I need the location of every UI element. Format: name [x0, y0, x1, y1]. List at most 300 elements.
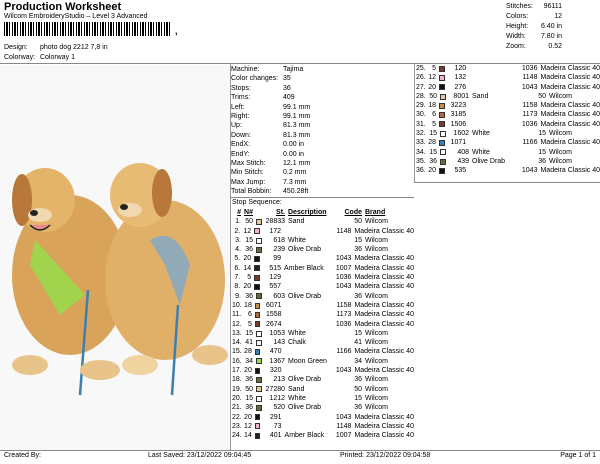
stop-row: [232, 264, 414, 273]
stitch-count: 1367: [269, 357, 285, 365]
color-swatch: [256, 386, 262, 392]
stop-number: 18.: [232, 376, 242, 384]
thread-color-number: 15: [245, 236, 253, 244]
thread-brand: Wilcom: [365, 329, 388, 337]
stop-row: [232, 292, 414, 301]
stitch-count: 99: [273, 255, 282, 263]
stop-row: [232, 320, 414, 329]
color-swatch: [440, 159, 446, 165]
thread-description: White: [472, 130, 490, 138]
thread-description: White: [288, 329, 306, 337]
stop-number: 30.: [416, 111, 426, 119]
stitch-count: 6071: [265, 301, 282, 309]
thread-description: White: [288, 236, 306, 244]
thread-code: 34: [354, 357, 362, 365]
thread-brand: Wilcom: [365, 376, 388, 384]
design-value: photo dog 2212 7,8 in: [39, 44, 108, 51]
right-panel-bottom-rule: [414, 182, 600, 183]
dogs-embroidery-image: [0, 65, 230, 450]
thread-description: Moon Green: [288, 357, 327, 365]
stop-number: 1.: [235, 218, 241, 226]
thread-color-number: 6: [432, 111, 437, 119]
stop-row: [232, 413, 414, 422]
color-swatch: [254, 284, 260, 290]
stop-row: [232, 217, 414, 226]
thread-description: Sand: [472, 92, 489, 100]
color-swatch: [256, 358, 262, 364]
machine-info-label: Down:: [231, 131, 251, 139]
machine-info-row: [231, 168, 414, 177]
machine-info-row: [231, 84, 414, 93]
summary-row: [506, 22, 562, 32]
thread-code: 15: [538, 130, 546, 138]
thread-color-number: 36: [245, 246, 253, 254]
stop-row: [232, 282, 414, 291]
col-header-stitches: St.: [276, 209, 285, 216]
thread-color-number: 36: [245, 376, 253, 384]
thread-code: 1173: [336, 311, 352, 319]
thread-brand: Wilcom: [365, 385, 388, 393]
color-swatch: [254, 228, 260, 234]
thread-color-number: 41: [245, 339, 253, 347]
stop-number: 29.: [416, 102, 426, 110]
col-header-brand: Brand: [365, 209, 386, 216]
thread-description: Amber Black: [284, 264, 324, 272]
machine-info-label: Left:: [231, 103, 245, 111]
stop-number: 33.: [416, 139, 426, 147]
machine-info-value: 99.1 mm: [283, 103, 311, 111]
stop-row: [416, 83, 600, 92]
stop-number: 10.: [232, 301, 242, 309]
color-swatch: [256, 405, 262, 411]
stop-sequence-header-row: [232, 208, 414, 217]
stitch-count: 515: [269, 264, 282, 272]
thread-code: 1158: [522, 102, 538, 110]
summary-box: [506, 2, 562, 52]
stop-row: [416, 64, 600, 73]
thread-color-number: 15: [429, 130, 437, 138]
machine-info-value: Tajima: [283, 66, 304, 73]
stop-sequence-table-right: [416, 64, 600, 176]
stitch-count: 1212: [269, 394, 285, 402]
stitch-count: 73: [273, 422, 282, 430]
thread-brand: Madeira Classic 40: [540, 65, 600, 72]
stop-row: [416, 148, 600, 157]
color-swatch: [256, 247, 262, 253]
stitch-count: 439: [457, 157, 469, 165]
machine-divider: [230, 197, 414, 198]
color-swatch: [255, 433, 261, 439]
stop-row: [232, 273, 414, 282]
thread-code: 1036: [335, 274, 352, 282]
stitch-count: 603: [273, 292, 285, 300]
thread-color-number: 18: [244, 301, 252, 309]
thread-code: 1043: [521, 83, 538, 91]
thread-brand: Wilcom: [549, 148, 572, 156]
thread-brand: Madeira Classic 40: [354, 274, 414, 282]
stop-sequence-table-left: [232, 208, 414, 440]
thread-code: 1043: [335, 283, 352, 291]
summary-row: [506, 12, 562, 22]
software-subtitle: Wilcom EmbroideryStudio – Level 3 Advanced: [4, 13, 148, 20]
summary-value: 12: [554, 13, 562, 20]
thread-brand: Madeira Classic 40: [354, 348, 414, 356]
thread-code: 50: [354, 385, 362, 393]
color-swatch: [439, 84, 445, 90]
thread-brand: Madeira Classic 40: [354, 301, 414, 309]
machine-info-value: 409: [283, 94, 295, 102]
machine-info-label: Max Jump:: [231, 178, 266, 186]
stop-number: 16.: [232, 357, 242, 365]
machine-info-value: 99.1 mm: [283, 113, 311, 121]
stitch-count: 28833: [265, 218, 285, 226]
stop-number: 8.: [234, 283, 241, 291]
thread-brand: Madeira Classic 40: [354, 413, 414, 421]
stop-number: 26.: [416, 74, 426, 82]
thread-brand: Madeira Classic 40: [540, 167, 600, 175]
machine-info-value: 35: [283, 75, 291, 83]
thread-description: Olive Drab: [288, 246, 322, 254]
color-swatch: [254, 275, 260, 281]
machine-info-row: [231, 187, 414, 196]
thread-code: 15: [354, 329, 362, 337]
machine-info-value: 7.3 mm: [283, 178, 307, 186]
design-line: [4, 44, 108, 51]
thread-color-number: 15: [245, 329, 253, 337]
thread-color-number: 14: [243, 264, 252, 272]
thread-code: 15: [354, 394, 362, 402]
page-number: Page 1 of 1: [560, 452, 596, 459]
thread-code: 36: [354, 246, 362, 254]
machine-info-row: [231, 112, 414, 121]
stitch-count: 401: [269, 432, 282, 440]
thread-description: White: [288, 394, 306, 402]
machine-info-row: [231, 93, 414, 102]
stop-row: [232, 403, 414, 412]
thread-description: Olive Drab: [472, 157, 506, 165]
thread-color-number: 15: [429, 148, 437, 156]
stop-number: 4.: [235, 246, 241, 254]
color-swatch: [255, 368, 261, 374]
thread-description: Olive Drab: [288, 292, 322, 300]
thread-color-number: 15: [245, 394, 253, 402]
thread-brand: Wilcom: [549, 92, 572, 100]
stitch-count: 1506: [450, 120, 467, 128]
thread-color-number: 20: [243, 255, 252, 263]
stop-row: [232, 310, 414, 319]
thread-code: 1043: [335, 413, 352, 421]
stop-row: [232, 375, 414, 384]
machine-info-row: [231, 159, 414, 168]
thread-color-number: 5: [247, 320, 252, 328]
summary-label: Colors:: [506, 13, 529, 20]
stop-row: [232, 254, 414, 263]
stitch-count: 120: [454, 65, 467, 72]
stop-number: 14.: [232, 339, 242, 347]
stop-number: 9.: [235, 292, 241, 300]
colorway-value: Colorway 1: [39, 54, 75, 61]
color-swatch: [439, 103, 445, 109]
stop-row: [232, 357, 414, 366]
stitch-count: 239: [273, 246, 285, 254]
stop-row: [416, 92, 600, 101]
stop-number: 7.: [234, 274, 241, 282]
thread-code: 1036: [521, 120, 538, 128]
stop-row: [232, 385, 414, 394]
stitch-count: 143: [273, 339, 285, 347]
summary-label: Height:: [506, 23, 529, 30]
thread-color-number: 20: [244, 367, 252, 375]
thread-code: 41: [354, 339, 362, 347]
thread-brand: Madeira Classic 40: [354, 283, 414, 291]
stop-row: [416, 120, 600, 129]
stop-number: 11.: [232, 311, 242, 319]
barcode-mark: ,: [175, 26, 178, 36]
thread-brand: Wilcom: [365, 246, 388, 254]
stop-row: [232, 227, 414, 236]
thread-code: 1036: [521, 65, 538, 72]
stop-row: [232, 338, 414, 347]
stop-row: [232, 347, 414, 356]
thread-brand: Madeira Classic 40: [354, 227, 414, 235]
stitch-count: 3223: [450, 102, 467, 110]
color-swatch: [256, 396, 262, 402]
machine-info-row: [231, 178, 414, 187]
stitch-count: 1602: [453, 130, 469, 138]
stitch-count: 1558: [265, 311, 282, 319]
col-header-swatch-gap: [256, 210, 262, 216]
stop-sequence-heading: Stop Sequence:: [232, 199, 282, 206]
stop-row: [232, 236, 414, 245]
machine-info-row: [231, 65, 414, 74]
footer-divider: [0, 450, 600, 451]
thread-color-number: 12: [428, 74, 437, 82]
color-swatch: [255, 303, 261, 309]
thread-color-number: 12: [243, 227, 252, 235]
machine-info-value: 0.00 in: [283, 141, 305, 149]
stop-number: 36.: [416, 167, 426, 175]
machine-info-label: Color changes:: [231, 75, 279, 83]
color-swatch: [439, 66, 445, 72]
color-swatch: [439, 121, 445, 127]
summary-value: 96111: [543, 3, 562, 10]
thread-color-number: 12: [244, 422, 252, 430]
thread-code: 1148: [522, 74, 538, 82]
machine-info-value: 450.28ft: [283, 188, 309, 196]
stitch-count: 408: [457, 148, 469, 156]
stop-number: 34.: [416, 148, 426, 156]
summary-value: 6.40 in: [540, 23, 562, 30]
thread-brand: Madeira Classic 40: [354, 367, 414, 375]
machine-info-row: [231, 140, 414, 149]
stop-number: 20.: [232, 394, 242, 402]
thread-color-number: 5: [432, 65, 437, 72]
thread-description: Chalk: [288, 339, 306, 347]
thread-brand: Madeira Classic 40: [540, 120, 600, 128]
thread-code: 1148: [336, 227, 352, 235]
thread-brand: Wilcom: [365, 292, 388, 300]
color-swatch: [256, 340, 262, 346]
thread-code: 36: [538, 157, 546, 165]
thread-description: Amber Black: [284, 432, 325, 440]
color-swatch: [439, 140, 445, 146]
stop-number: 15.: [232, 348, 242, 356]
machine-info-row: [231, 131, 414, 140]
machine-info-label: Up:: [231, 122, 242, 130]
stop-number: 2.: [234, 227, 241, 235]
stop-number: 19.: [232, 385, 242, 393]
thread-brand: Madeira Classic 40: [540, 83, 600, 91]
machine-info-value: 12.1 mm: [283, 160, 311, 168]
stop-number: 24.: [232, 432, 242, 440]
stitch-count: 470: [269, 348, 282, 356]
machine-info-label: Stops:: [231, 84, 251, 92]
stop-row: [416, 157, 600, 166]
stitch-count: 276: [454, 83, 467, 91]
thread-code: 36: [354, 404, 362, 412]
machine-info-value: 0.00 in: [283, 150, 305, 158]
machine-info-value: 0.2 mm: [283, 169, 307, 177]
thread-code: 1007: [335, 264, 352, 272]
stitch-count: 618: [273, 236, 285, 244]
thread-color-number: 5: [432, 120, 437, 128]
machine-info-label: Min Stitch:: [231, 169, 264, 177]
thread-code: 1166: [522, 139, 538, 147]
thread-code: 1043: [335, 255, 352, 263]
stop-number: 35.: [416, 157, 426, 165]
thread-code: 1166: [336, 348, 352, 356]
stitch-count: 2674: [265, 320, 282, 328]
stop-number: 25.: [416, 65, 426, 72]
thread-color-number: 36: [245, 292, 253, 300]
stop-number: 13.: [232, 329, 242, 337]
machine-info-label: Max Stitch:: [231, 160, 266, 168]
machine-info-label: Machine:: [231, 66, 260, 73]
stitch-count: 172: [269, 227, 282, 235]
col-header-code: Code: [344, 209, 362, 216]
stitch-count: 320: [269, 367, 282, 375]
summary-label: Stitches:: [506, 3, 533, 10]
thread-brand: Madeira Classic 40: [540, 139, 600, 147]
machine-info-value: 36: [283, 84, 291, 92]
thread-brand: Wilcom: [365, 404, 388, 412]
thread-color-number: 50: [245, 218, 253, 226]
color-swatch: [256, 331, 262, 337]
thread-code: 1148: [336, 422, 352, 430]
stop-number: 23.: [232, 422, 242, 430]
color-swatch: [256, 238, 262, 244]
color-swatch: [440, 94, 446, 100]
thread-color-number: 36: [429, 157, 437, 165]
stop-number: 32.: [416, 130, 426, 138]
thread-brand: Madeira Classic 40: [354, 311, 414, 319]
stitch-count: 1053: [269, 329, 285, 337]
machine-info-value: 81.3 mm: [283, 131, 311, 139]
thread-brand: Wilcom: [549, 130, 572, 138]
design-label: Design:: [4, 44, 28, 51]
thread-code: 1007: [335, 432, 352, 440]
machine-info: [231, 65, 414, 197]
color-swatch: [440, 131, 446, 137]
thread-color-number: 20: [243, 283, 252, 291]
stitch-count: 557: [269, 283, 282, 291]
thread-color-number: 20: [244, 413, 252, 421]
thread-code: 50: [354, 218, 362, 226]
machine-info-label: Total Bobbin:: [231, 188, 272, 196]
colorway-label: Colorway:: [4, 54, 36, 61]
stop-row: [232, 431, 414, 440]
color-swatch: [255, 349, 261, 355]
color-swatch: [439, 168, 445, 174]
color-swatch: [440, 149, 446, 155]
machine-info-label: EndX:: [231, 141, 251, 149]
color-swatch: [255, 312, 261, 318]
thread-brand: Madeira Classic 40: [354, 432, 414, 440]
thread-code: 50: [538, 92, 546, 100]
thread-color-number: 20: [428, 167, 437, 175]
stitch-count: 129: [269, 274, 282, 282]
thread-code: 1036: [335, 320, 352, 328]
thread-color-number: 6: [247, 311, 252, 319]
thread-brand: Wilcom: [365, 236, 388, 244]
thread-color-number: 14: [244, 432, 252, 440]
stop-number: 5.: [234, 255, 241, 263]
colorway-line: [4, 54, 75, 61]
thread-brand: Wilcom: [365, 357, 388, 365]
stop-number: 17.: [232, 367, 242, 375]
stop-row: [232, 329, 414, 338]
color-swatch: [256, 219, 262, 225]
machine-info-value: 81.3 mm: [283, 122, 311, 130]
machine-info-row: [231, 103, 414, 112]
color-swatch: [254, 256, 260, 262]
page-title: Production Worksheet: [4, 1, 122, 13]
stop-row: [232, 301, 414, 310]
stop-number: 28.: [416, 92, 426, 100]
summary-row: [506, 32, 562, 42]
stitch-count: 132: [454, 74, 467, 82]
summary-value: 0.52: [548, 43, 562, 50]
machine-info-label: Right:: [231, 113, 250, 121]
thread-brand: Madeira Classic 40: [354, 255, 414, 263]
thread-description: Olive Drab: [288, 376, 322, 384]
col-header-color: N#: [244, 209, 253, 216]
stop-row: [416, 73, 600, 82]
stop-row: [232, 245, 414, 254]
stop-row: [416, 138, 600, 147]
barcode: [4, 22, 172, 36]
last-saved: Last Saved: 23/12/2022 09:04:45: [148, 452, 252, 459]
thread-code: 15: [538, 148, 546, 156]
stitch-count: 535: [454, 167, 467, 175]
stitch-count: 291: [269, 413, 282, 421]
summary-label: Width:: [506, 33, 526, 40]
thread-description: White: [472, 148, 490, 156]
color-swatch: [439, 112, 445, 118]
thread-color-number: 28: [428, 139, 437, 147]
stop-number: 22.: [232, 413, 242, 421]
stop-number: 6.: [234, 264, 241, 272]
panel-divider-right: [414, 64, 415, 182]
stop-row: [416, 110, 600, 119]
stitch-count: 27280: [265, 385, 285, 393]
stop-number: 12.: [232, 320, 242, 328]
col-header-number: #: [237, 209, 241, 216]
thread-description: Sand: [288, 218, 305, 226]
thread-color-number: 18: [428, 102, 437, 110]
thread-color-number: 50: [429, 92, 437, 100]
thread-brand: Madeira Classic 40: [540, 102, 600, 110]
